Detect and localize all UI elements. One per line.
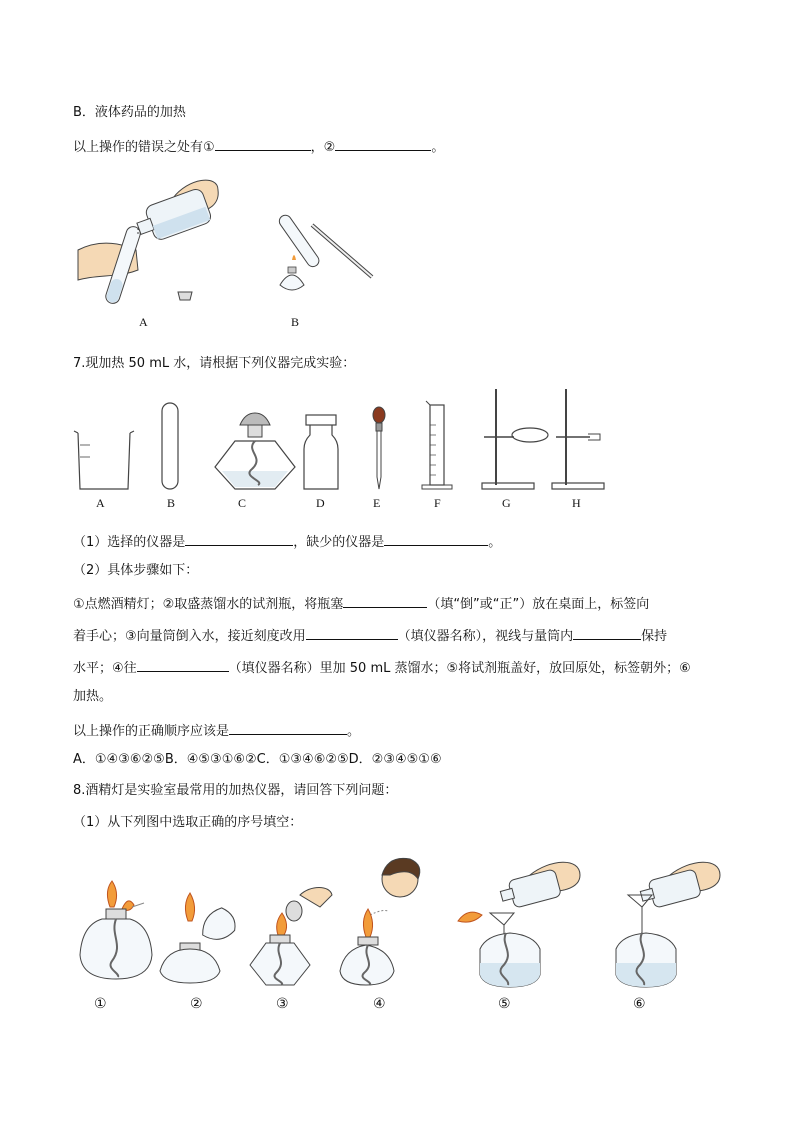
figure-number-4: ④ xyxy=(373,996,386,1012)
figure-number-1: ① xyxy=(94,996,107,1012)
reagent-bottle-icon xyxy=(304,415,338,489)
missing-instrument-blank[interactable] xyxy=(384,532,488,546)
q7-sub1 xyxy=(73,532,501,552)
figure-label-b: B xyxy=(291,315,300,329)
step-line2-c: 保持 xyxy=(641,629,668,644)
instrument-label-d: D xyxy=(316,496,325,510)
errors-prefix: 以上操作的错误之处有① xyxy=(73,140,215,155)
order-line xyxy=(73,721,360,741)
step-line-1 xyxy=(73,594,649,614)
error-blank-2[interactable] xyxy=(335,137,431,151)
sub1-prefix: （1）选择的仪器是 xyxy=(73,535,186,550)
step-line1-a: ①点燃酒精灯；②取盛蒸馏水的试剂瓶，将瓶塞 xyxy=(73,597,344,612)
step-line1-b: （填“倒”或“正”）放在桌面上，标签向 xyxy=(427,597,650,612)
iron-stand-clamp-icon xyxy=(552,389,604,489)
figure-number-5: ⑤ xyxy=(498,996,511,1012)
step-line-3 xyxy=(73,658,691,678)
figure-number-3: ③ xyxy=(276,996,289,1012)
sub1-mid: ，缺少的仪器是 xyxy=(293,535,385,550)
step-line3-a: 水平；④往 xyxy=(73,661,137,676)
instrument-label-a: A xyxy=(96,496,105,510)
test-tube-icon xyxy=(162,403,178,489)
alcohol-lamp-icon xyxy=(215,413,295,489)
order-end: 。 xyxy=(347,724,361,739)
figure-label-a: A xyxy=(139,315,148,329)
instrument-name-blank-1[interactable] xyxy=(306,626,398,640)
q7-sub2: （2）具体步骤如下： xyxy=(73,563,199,578)
order-prefix: 以上操作的正确顺序应该是 xyxy=(73,724,230,739)
stopper-blank[interactable] xyxy=(343,594,427,608)
error-blank-1[interactable] xyxy=(215,137,311,151)
beaker-icon xyxy=(74,431,134,489)
lamp-figure-2 xyxy=(160,893,240,983)
instrument-label-h: H xyxy=(572,496,581,510)
q8-stem: 8.酒精灯是实验室最常用的加热仪器，请回答下列问题： xyxy=(73,783,398,798)
instrument-label-g: G xyxy=(502,496,511,510)
figure-pouring-liquid xyxy=(78,170,228,310)
instrument-label-f: F xyxy=(434,496,441,510)
iron-stand-ring-icon xyxy=(482,389,548,489)
figure-number-6: ⑥ xyxy=(633,996,646,1012)
instrument-name-blank-2[interactable] xyxy=(137,658,229,672)
step-line-2 xyxy=(73,626,667,646)
sub1-end: 。 xyxy=(488,535,502,550)
dropper-icon xyxy=(373,407,385,489)
figure-heating-liquid xyxy=(272,205,382,305)
line-of-sight-blank[interactable] xyxy=(573,626,641,640)
order-options[interactable]: A．①④③⑥②⑤B．④⑤③①⑥②C．①③④⑥②⑤D．②③④⑤①⑥ xyxy=(73,752,442,767)
step-line2-a: 着手心；③向量筒倒入水，接近刻度改用 xyxy=(73,629,306,644)
q7-stem: 7.现加热 50 mL 水，请根据下列仪器完成实验： xyxy=(73,356,356,371)
step-line2-b: （填仪器名称），视线与量筒内 xyxy=(397,629,574,644)
order-blank[interactable] xyxy=(229,721,347,735)
lamp-figure-6 xyxy=(616,862,720,987)
instrument-label-e: E xyxy=(373,496,381,510)
errors-end: 。 xyxy=(431,140,445,155)
q8-sub1: （1）从下列图中选取正确的序号填空： xyxy=(73,815,303,830)
errors-mid: ，② xyxy=(310,140,336,155)
graduated-cylinder-icon xyxy=(422,401,452,489)
step-line-4: 加热。 xyxy=(73,689,113,704)
figure-number-2: ② xyxy=(190,996,203,1012)
instrument-row xyxy=(70,385,630,495)
alcohol-lamp-figures xyxy=(70,845,730,995)
lamp-figure-5 xyxy=(458,862,580,987)
lamp-figure-3 xyxy=(250,888,332,986)
selected-instruments-blank[interactable] xyxy=(185,532,293,546)
instrument-label-b: B xyxy=(167,496,176,510)
lamp-figure-1 xyxy=(80,881,152,979)
instrument-label-c: C xyxy=(238,496,247,510)
lamp-figure-4 xyxy=(340,858,420,985)
errors-line xyxy=(73,137,444,157)
part-b-heading: B．液体药品的加热 xyxy=(73,105,186,120)
step-line3-b: （填仪器名称）里加 50 mL 蒸馏水；⑤将试剂瓶盖好，放回原处，标签朝外；⑥ xyxy=(228,661,691,676)
